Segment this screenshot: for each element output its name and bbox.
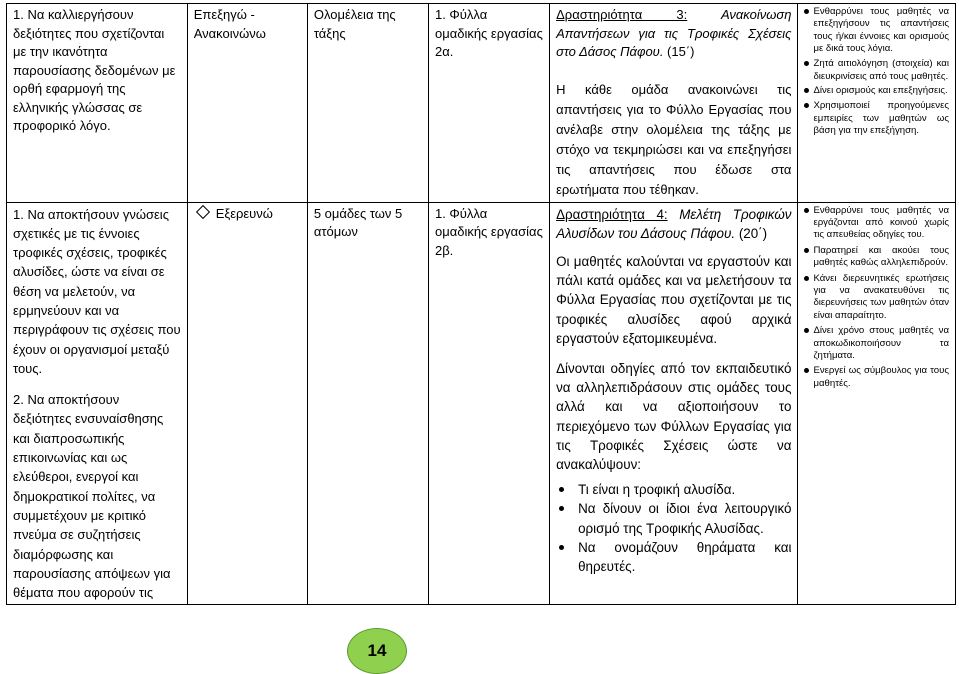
activity-title: Μελέτη Τροφικών Αλυσίδων του Δάσους Πάφου. — [556, 206, 792, 241]
activity-label: Δραστηριότητα 3: — [556, 7, 688, 22]
list-item: Ζητά αιτιολόγηση (στοιχεία) και διευκρινίσεις από τους μαθητές. — [804, 58, 949, 83]
list-item: Να ονομάζουν θηράματα και θηρευτές. — [556, 538, 791, 576]
teacher-role-list — [804, 205, 949, 391]
teacher-role-list — [804, 6, 949, 138]
list-item: Ενθαρρύνει τους μαθητές να επεξηγήσουν τις απαντήσεις τους ή/και έννοιες και ορισμούς με δικά τους λόγια. — [804, 6, 949, 56]
method-text: Εξερευνώ — [215, 205, 273, 221]
list-item: Ενεργεί ως σύμβουλος για τους μαθητές. — [804, 365, 949, 390]
activity-heading — [556, 6, 791, 62]
method-text: Επεξηγώ - Ανακοινώνω — [193, 7, 266, 41]
table-row — [7, 202, 956, 605]
activity-description: Οι μαθητές καλούνται να εργαστούν και πάλι κατά ομάδες και να μελετήσουν τα Φύλλα Εργασίας που σχετίζονται με τις τροφικές αλυσίδες αφού αρχικά εργαστούν εξατομικευμένα. — [556, 253, 792, 346]
discovery-list — [556, 480, 791, 576]
activity-title: Ανακοίνωση Απαντήσεων για τις Τροφικές Σχέσεις στο Δάσος Πάφου. — [556, 7, 792, 59]
list-item: Κάνει διερευνητικές ερωτήσεις για να ανακατευθύνει τις διερευνήσεις των μαθητών όταν είναι απαραίτητο. — [804, 273, 949, 323]
grouping-text: Ολομέλεια της τάξης — [313, 7, 396, 41]
materials-text: 1. Φύλλα ομαδικής εργασίας 2α. — [434, 7, 543, 59]
grouping-text: 5 ομάδες των 5 ατόμων — [313, 205, 403, 239]
objective-text: 1. Να αποκτήσουν γνώσεις σχετικές με τις έννοιες τροφικές σχέσεις, τροφικές αλυσίδες, ώστε να είναι σε θέση να μελετούν, να ερμηνεύουν και να περιγράφουν τις σχέσεις που έχουν οι οργανισμοί μεταξύ τους. — [13, 206, 181, 376]
list-item: Δίνει ορισμούς και επεξηγήσεις. — [804, 85, 949, 97]
grouping-cell — [307, 4, 428, 203]
activity-time: (20΄) — [735, 225, 768, 241]
diamond-bullet-icon — [196, 204, 210, 218]
activity-cell — [550, 202, 798, 605]
list-item: Δίνει χρόνο στους μαθητές να αποκωδικοποιήσουν τα ζητήματα. — [804, 325, 949, 362]
table-row — [7, 4, 956, 203]
method-cell — [187, 202, 307, 605]
activity-cell — [550, 4, 798, 203]
lesson-plan-table — [6, 3, 956, 605]
activity-description: Η κάθε ομάδα ανακοινώνει τις απαντήσεις για το Φύλλο Εργασίας που ανέλαβε στην ολομέλεια της τάξης με στόχο να τεκμηριώσει και να επεξηγήσει τις απαντήσεις που έδωσε στα ερωτήματα που τέθηκαν. — [556, 81, 792, 197]
teacher-role-cell — [798, 202, 956, 605]
page-number-badge: 14 — [347, 628, 407, 674]
objectives-cell — [7, 4, 188, 203]
list-item: Τι είναι η τροφική αλυσίδα. — [556, 480, 791, 499]
list-item: Να δίνουν οι ίδιοι ένα λειτουργικό ορισμό της Τροφικής Αλυσίδας. — [556, 499, 791, 537]
list-item: Παρατηρεί και ακούει τους μαθητές καθώς αλληλεπιδρούν. — [804, 245, 949, 270]
objectives-cell — [7, 202, 188, 605]
materials-cell — [428, 202, 549, 605]
activity-label: Δραστηριότητα 4: — [556, 206, 668, 222]
activity-description: Δίνονται οδηγίες από τον εκπαιδευτικό να αλληλεπιδράσουν στις ομάδες τους αλλά και να αξιοποιήσουν το περιεχόμενο των Φύλλων Εργασίας για τις Τροφικές Σχέσεις ώστε να ανακαλύψουν: — [556, 360, 792, 472]
objective-text: 1. Να καλλιεργήσουν δεξιότητες που σχετίζονται με την ικανότητα παρουσίασης δεδομένων με ορθή εφαρμογή της ελληνικής γλώσσας σε προφορικό λόγο. — [13, 7, 176, 133]
method-cell — [187, 4, 307, 203]
materials-text: 1. Φύλλα ομαδικής εργασίας 2β. — [434, 205, 543, 258]
materials-cell — [428, 4, 549, 203]
activity-time: (15΄) — [663, 44, 695, 59]
activity-heading — [556, 205, 791, 243]
teacher-role-cell — [798, 4, 956, 203]
list-item: Χρησιμοποιεί προηγούμενες εμπειρίες των μαθητών ως βάση για την επεξήγηση. — [804, 100, 949, 137]
list-item: Ενθαρρύνει τους μαθητές να εργάζονται από κοινού χωρίς τις απευθείας οδηγίες του. — [804, 205, 949, 242]
grouping-cell — [307, 202, 428, 605]
objective-text: 2. Να αποκτήσουν δεξιότητες ενσυναίσθησης και διαπροσωπικής επικοινωνίας και ως ελεύθεροι, ενεργοί και δημοκρατικοί πολίτες, να συμμετέχουν με κριτικό πνεύμα σε συζητήσεις διαμόρφωσης και παρουσίασης απόψεων για θέματα που αφορούν τις — [13, 392, 171, 601]
